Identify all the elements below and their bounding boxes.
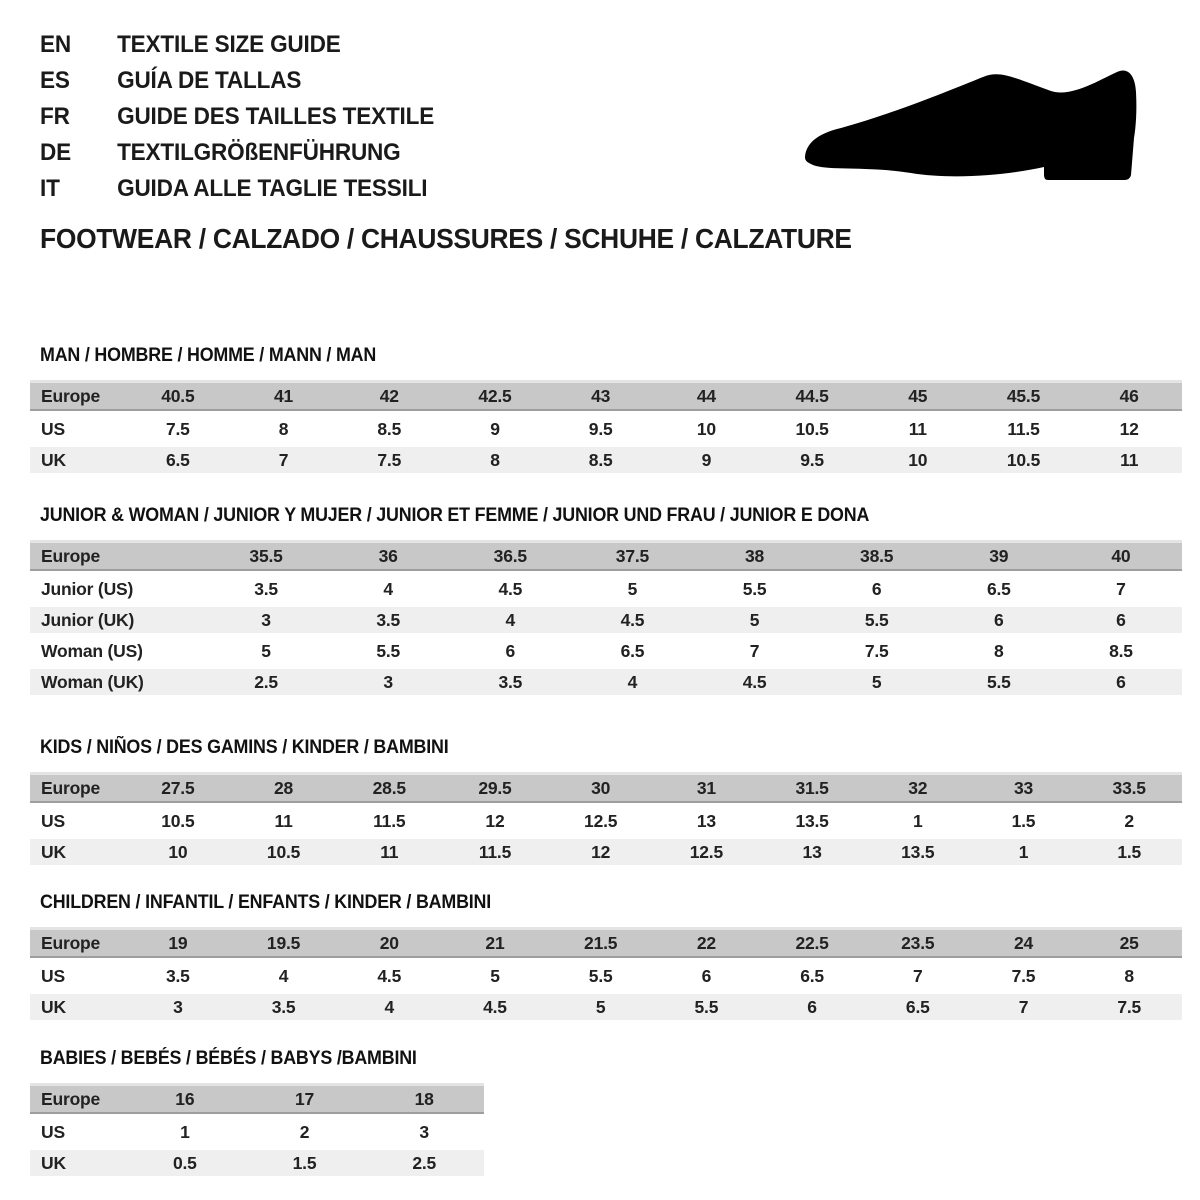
lang-code-it: IT xyxy=(40,175,60,202)
row-label: Junior (US) xyxy=(41,578,134,599)
size-cell: 4 xyxy=(278,965,289,986)
lang-title-en: TEXTILE SIZE GUIDE xyxy=(117,31,341,58)
size-cell: 45.5 xyxy=(1006,385,1041,406)
size-cell: 2.5 xyxy=(412,1152,437,1173)
lang-title-it: GUIDA ALLE TAGLIE TESSILI xyxy=(117,175,428,202)
size-cell: 10.5 xyxy=(1006,449,1041,470)
size-cell: 7 xyxy=(1116,578,1126,599)
lang-row-en xyxy=(40,27,434,63)
language-title-list xyxy=(40,27,459,207)
table-row-junior-woman-junior-uk xyxy=(30,607,1182,633)
size-cell: 7 xyxy=(913,965,923,986)
table-row-kids-uk xyxy=(30,839,1182,865)
size-cell: 11 xyxy=(380,841,399,862)
size-cell: 10 xyxy=(908,449,928,470)
table-row-junior-woman-woman-us xyxy=(30,638,1182,664)
size-cell: 5.5 xyxy=(376,640,401,661)
table-row-children-europe xyxy=(30,927,1182,958)
size-cell: 3 xyxy=(383,671,393,692)
size-cell: 24 xyxy=(1013,932,1034,953)
size-cell: 22 xyxy=(696,932,716,953)
row-label: Europe xyxy=(41,545,101,566)
row-label: Woman (US) xyxy=(41,640,143,661)
size-cell: 4 xyxy=(627,671,638,692)
size-cell: 11.5 xyxy=(373,810,406,831)
size-cell: 28 xyxy=(274,777,294,798)
size-cell: 12.5 xyxy=(689,841,723,862)
size-cell: 33 xyxy=(1013,777,1034,798)
size-cell: 1.5 xyxy=(1117,841,1142,862)
size-cell: 27.5 xyxy=(161,777,195,798)
size-cell: 7 xyxy=(278,449,289,470)
size-section-junior-woman xyxy=(30,505,1182,695)
size-cell: 8 xyxy=(490,449,500,470)
size-cell: 5.5 xyxy=(694,996,719,1017)
size-cell: 11 xyxy=(1120,449,1139,470)
size-cell: 6 xyxy=(701,965,712,986)
row-label: US xyxy=(41,810,65,831)
row-label: Europe xyxy=(41,777,101,798)
size-section-children xyxy=(30,892,1182,1020)
size-cell: 5 xyxy=(261,640,271,661)
size-cell: 5 xyxy=(871,671,882,692)
size-cell: 3 xyxy=(261,609,271,630)
size-cell: 4 xyxy=(505,609,516,630)
size-cell: 5.5 xyxy=(742,578,767,599)
size-cell: 44.5 xyxy=(795,385,829,406)
size-cell: 4.5 xyxy=(483,996,507,1017)
size-cell: 2 xyxy=(299,1121,310,1142)
size-cell: 12.5 xyxy=(584,810,618,831)
size-cell: 5.5 xyxy=(588,965,613,986)
table-row-children-us xyxy=(30,963,1182,989)
row-label: US xyxy=(41,1121,65,1142)
size-cell: 6 xyxy=(505,640,516,661)
size-cell: 6.5 xyxy=(800,965,824,986)
size-cell: 1.5 xyxy=(1011,810,1036,831)
row-label: UK xyxy=(41,1152,66,1173)
size-cell: 8 xyxy=(1124,965,1134,986)
size-table-children xyxy=(30,927,1182,1020)
table-row-man-europe xyxy=(30,380,1182,411)
size-cell: 12 xyxy=(1119,418,1139,439)
size-cell: 36 xyxy=(378,545,398,566)
size-cell: 42.5 xyxy=(478,385,512,406)
row-label: US xyxy=(41,418,65,439)
size-cell: 6.5 xyxy=(620,640,645,661)
lang-code-fr: FR xyxy=(40,103,70,130)
table-row-junior-woman-woman-uk xyxy=(30,669,1182,695)
size-cell: 7 xyxy=(1018,996,1029,1017)
size-cell: 11 xyxy=(274,810,293,831)
size-section-man xyxy=(30,345,1182,473)
section-title-junior-woman: JUNIOR & WOMAN / JUNIOR Y MUJER / JUNIOR ET FEMME / JUNIOR UND FRAU / JUNIOR E DONA xyxy=(40,505,870,526)
table-row-babies-uk xyxy=(30,1150,484,1176)
size-tables xyxy=(30,345,1182,1181)
size-cell: 8.5 xyxy=(377,418,402,439)
size-cell: 8 xyxy=(278,418,289,439)
size-table-kids xyxy=(30,772,1182,865)
size-cell: 3.5 xyxy=(376,609,401,630)
size-cell: 11 xyxy=(908,418,927,439)
size-cell: 31 xyxy=(696,777,716,798)
size-cell: 8.5 xyxy=(588,449,613,470)
lang-title-de: TEXTILGRÖßENFÜHRUNG xyxy=(117,139,401,166)
category-title: FOOTWEAR / CALZADO / CHAUSSURES / SCHUHE / CALZATURE xyxy=(40,223,852,254)
size-cell: 4.5 xyxy=(498,578,523,599)
size-cell: 6 xyxy=(1116,671,1126,692)
size-cell: 31.5 xyxy=(795,777,829,798)
table-row-man-us xyxy=(30,416,1182,442)
size-cell: 9.5 xyxy=(800,449,824,470)
size-table-babies xyxy=(30,1083,484,1176)
size-cell: 3.5 xyxy=(165,965,190,986)
lang-code-de: DE xyxy=(40,139,71,166)
size-cell: 6.5 xyxy=(986,578,1011,599)
section-title-babies: BABIES / BEBÉS / BÉBÉS / BABYS /BAMBINI xyxy=(40,1048,417,1069)
row-label: Junior (UK) xyxy=(41,609,135,630)
size-cell: 10.5 xyxy=(795,418,829,439)
size-cell: 2 xyxy=(1124,810,1134,831)
size-cell: 21 xyxy=(485,932,505,953)
size-cell: 4.5 xyxy=(742,671,767,692)
size-cell: 38 xyxy=(745,545,765,566)
size-cell: 3.5 xyxy=(498,671,523,692)
table-row-man-uk xyxy=(30,447,1182,473)
size-cell: 7.5 xyxy=(1011,965,1036,986)
size-cell: 36.5 xyxy=(493,545,527,566)
size-cell: 12 xyxy=(485,810,505,831)
row-label: US xyxy=(41,965,65,986)
lang-title-fr: GUIDE DES TAILLES TEXTILE xyxy=(117,103,435,130)
size-cell: 17 xyxy=(294,1088,315,1109)
size-cell: 13.5 xyxy=(795,810,829,831)
size-cell: 8 xyxy=(994,640,1004,661)
row-label: Europe xyxy=(41,932,101,953)
table-row-children-uk xyxy=(30,994,1182,1020)
size-cell: 4.5 xyxy=(620,609,645,630)
size-section-kids xyxy=(30,737,1182,865)
table-row-kids-europe xyxy=(30,772,1182,803)
size-cell: 37.5 xyxy=(615,545,650,566)
size-cell: 7.5 xyxy=(165,418,190,439)
size-cell: 0.5 xyxy=(172,1152,197,1173)
size-cell: 25 xyxy=(1119,932,1139,953)
size-cell: 9.5 xyxy=(588,418,613,439)
size-cell: 30 xyxy=(591,777,611,798)
size-cell: 5 xyxy=(490,965,500,986)
row-label: UK xyxy=(41,449,66,470)
size-cell: 6 xyxy=(807,996,817,1017)
section-title-children: CHILDREN / INFANTIL / ENFANTS / KINDER / BAMBINI xyxy=(40,892,492,913)
size-cell: 3.5 xyxy=(271,996,296,1017)
size-cell: 18 xyxy=(414,1088,434,1109)
lang-row-de xyxy=(40,135,434,171)
table-row-junior-woman-junior-us xyxy=(30,576,1182,602)
size-cell: 6.5 xyxy=(905,996,930,1017)
size-cell: 5 xyxy=(627,578,638,599)
dress-shoe-icon xyxy=(803,68,1139,184)
size-cell: 11.5 xyxy=(478,841,512,862)
size-cell: 4.5 xyxy=(377,965,402,986)
size-cell: 6 xyxy=(871,578,882,599)
size-cell: 8.5 xyxy=(1109,640,1133,661)
size-cell: 2.5 xyxy=(254,671,278,692)
size-cell: 38.5 xyxy=(860,545,894,566)
lang-row-fr xyxy=(40,99,434,135)
size-table-junior-woman xyxy=(30,540,1182,695)
size-cell: 6 xyxy=(994,609,1004,630)
size-cell: 3 xyxy=(173,996,183,1017)
table-row-kids-us xyxy=(30,808,1182,834)
size-cell: 19 xyxy=(168,932,188,953)
row-label: Europe xyxy=(41,1088,101,1109)
size-cell: 39 xyxy=(989,545,1009,566)
size-cell: 7 xyxy=(749,640,760,661)
size-cell: 5 xyxy=(595,996,606,1017)
size-cell: 46 xyxy=(1119,385,1139,406)
size-cell: 23.5 xyxy=(901,932,935,953)
size-cell: 10.5 xyxy=(266,841,301,862)
size-cell: 40 xyxy=(1111,545,1131,566)
size-cell: 10 xyxy=(696,418,716,439)
size-cell: 40.5 xyxy=(161,385,195,406)
size-cell: 35.5 xyxy=(249,545,283,566)
size-cell: 13 xyxy=(696,810,716,831)
size-cell: 11.5 xyxy=(1007,418,1040,439)
size-cell: 5.5 xyxy=(864,609,889,630)
size-cell: 32 xyxy=(908,777,928,798)
size-cell: 13.5 xyxy=(901,841,935,862)
size-cell: 3.5 xyxy=(254,578,278,599)
size-cell: 9 xyxy=(701,449,712,470)
size-cell: 1 xyxy=(180,1121,190,1142)
size-cell: 21.5 xyxy=(584,932,618,953)
size-cell: 1.5 xyxy=(292,1152,317,1173)
size-cell: 6.5 xyxy=(165,449,190,470)
size-cell: 12 xyxy=(591,841,611,862)
size-cell: 1 xyxy=(913,810,923,831)
section-title-kids: KIDS / NIÑOS / DES GAMINS / KINDER / BAMBINI xyxy=(40,737,449,758)
lang-title-es: GUÍA DE TALLAS xyxy=(117,67,302,94)
row-label: Woman (UK) xyxy=(41,671,144,692)
size-cell: 29.5 xyxy=(478,777,512,798)
size-cell: 43 xyxy=(591,385,611,406)
lang-row-it xyxy=(40,171,434,207)
table-row-junior-woman-europe xyxy=(30,540,1182,571)
size-cell: 19.5 xyxy=(266,932,301,953)
size-cell: 28.5 xyxy=(372,777,406,798)
size-table-man xyxy=(30,380,1182,473)
size-cell: 1 xyxy=(1018,841,1029,862)
row-label: Europe xyxy=(41,385,101,406)
size-cell: 5.5 xyxy=(986,671,1011,692)
size-cell: 41 xyxy=(274,385,294,406)
row-label: UK xyxy=(41,996,66,1017)
row-label: UK xyxy=(41,841,66,862)
table-row-babies-europe xyxy=(30,1083,484,1114)
size-cell: 16 xyxy=(175,1088,195,1109)
size-cell: 9 xyxy=(490,418,500,439)
size-cell: 4 xyxy=(384,996,395,1017)
size-cell: 7.5 xyxy=(377,449,402,470)
size-cell: 45 xyxy=(908,385,928,406)
lang-code-es: ES xyxy=(40,67,70,94)
size-cell: 42 xyxy=(379,385,399,406)
lang-row-es xyxy=(40,63,434,99)
size-cell: 22.5 xyxy=(795,932,829,953)
size-section-babies xyxy=(30,1048,1182,1176)
table-row-babies-us xyxy=(30,1119,484,1145)
size-cell: 10.5 xyxy=(161,810,195,831)
size-cell: 44 xyxy=(696,385,716,406)
lang-code-en: EN xyxy=(40,31,71,58)
size-cell: 20 xyxy=(379,932,399,953)
section-title-man: MAN / HOMBRE / HOMME / MANN / MAN xyxy=(40,345,377,366)
size-cell: 3 xyxy=(419,1121,429,1142)
size-cell: 4 xyxy=(383,578,393,599)
size-cell: 7.5 xyxy=(864,640,889,661)
size-cell: 13 xyxy=(802,841,822,862)
size-cell: 33.5 xyxy=(1112,777,1146,798)
size-cell: 10 xyxy=(168,841,188,862)
size-cell: 7.5 xyxy=(1117,996,1142,1017)
size-cell: 6 xyxy=(1116,609,1126,630)
size-cell: 5 xyxy=(749,609,760,630)
